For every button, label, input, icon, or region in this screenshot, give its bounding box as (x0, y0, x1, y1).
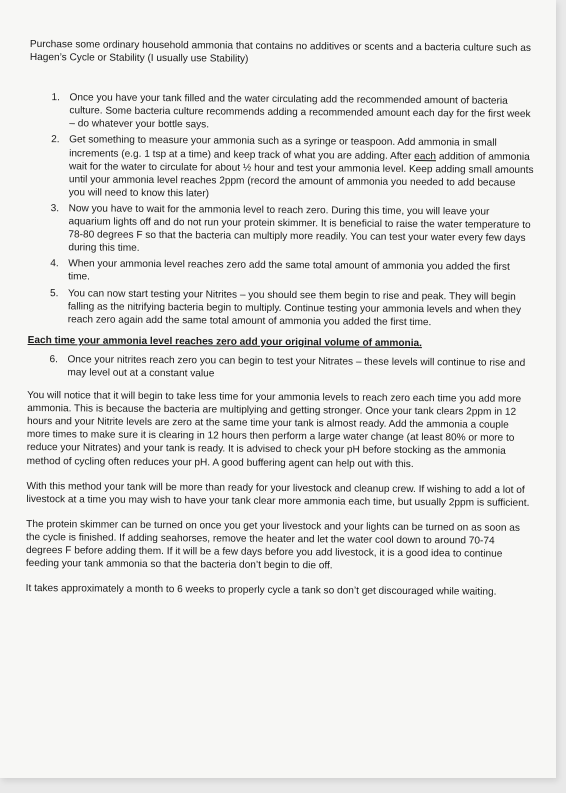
step-item (28, 286, 533, 329)
step-number: 5. (49, 287, 59, 299)
step-item (28, 202, 533, 258)
body-paragraph: You will notice that it will begin to take less time for your ammonia levels to reach zero each time you add more ammonia. This is because the bacteria are multiplying and getting stronger. Once your tank clears 2ppm in 12 hours and your Nitrite levels are zero at the same time your tank is almost ready. Add the ammonia a couple more times to make sure it is clearing in 12 hours then perform a large water change (at least 80% or more to reduce your Nitrates) and your tank is ready. It is advised to check your pH before stocking as the ammonia method of cycling often reduces your pH. A good buffering agent can help out with this. (26, 390, 522, 470)
step-item (28, 257, 533, 287)
steps-list (28, 91, 535, 330)
step-text-part: addition of ammonia wait for the water to circulate for about ½ hour and test your ammonia level. Keep adding small amounts until your ammonia level reaches 2ppm (record the amount of ammonia you needed to add because you will need to know this later) (68, 150, 534, 200)
step-number: 6. (49, 354, 58, 366)
step-text: Now you have to wait for the ammonia level to reach zero. During this time, you will leave your aquarium lights off and do not run your protein skimmer. It is beneficial to raise the water temperature to 78-80 degrees F so that the bacteria can multiply more readily. You can test your water every few days during this time. (68, 203, 531, 255)
step-text: Once your nitrites reach zero you can begin to test your Nitrates – these levels will continue to rise and may level out at a constant value (67, 354, 526, 380)
body-paragraph: It takes approximately a month to 6 weeks to properly cycle a tank so don’t get discouraged while waiting. (25, 583, 497, 598)
step-text: You can now start testing your Nitrites – you should see them begin to rise and peak. They will begin falling as the nitrifying bacteria begin to multiply. Continue testing your ammonia levels and when they reach zero again add the same total amount of ammonia you added the first time. (67, 287, 522, 328)
step-item (27, 353, 532, 383)
body-paragraph: The protein skimmer can be turned on once you get your livestock and your lights can be turned on as soon as the cycle is finished. If adding seahorses, remove the heater and let the water cool down to around 70-74 degrees F before adding them. If it will be a few days before you add livestock, it is a good idea to continue feeding your tank ammonia so that the bacteria don’t begin to die off. (25, 518, 520, 572)
step-text-part: Get something to measure your ammonia such as a syringe or teaspoon. Add ammonia in small increments (e.g. 1 tsp at a time) and keep track of what you are adding. After (69, 134, 497, 162)
step-item (29, 91, 534, 134)
underlined-word: each (414, 150, 437, 162)
step-item (29, 133, 534, 202)
key-note: Each time your ammonia level reaches zero add your original volume of ammonia. (27, 334, 423, 349)
step-number: 4. (50, 258, 59, 270)
intro-paragraph: Purchase some ordinary household ammonia that contains no additives or scents and a bacteria culture such as Hagen’s Cycle or Stability (I usually use Stability) (29, 38, 532, 65)
step-number: 3. (50, 203, 60, 215)
step-text (69, 135, 534, 199)
step-text: Once you have your tank filled and the water circulating add the recommended amount of bacteria culture. Some bacteria culture recommends adding a recommended amount each day for the first week – do whatever your bottle says. (69, 92, 531, 131)
body-paragraph: With this method your tank will be more than ready for your livestock and cleanup crew. If wishing to add a lot of livestock at a time you may wish to have your tank clear more ammonia each time, but usually 2ppm is sufficient. (26, 480, 530, 509)
step-text: When your ammonia level reaches zero add the same total amount of ammonia you added the first time. (68, 258, 510, 283)
step-number: 2. (51, 134, 60, 146)
document-body (26, 38, 535, 611)
step-number: 1. (51, 92, 60, 104)
